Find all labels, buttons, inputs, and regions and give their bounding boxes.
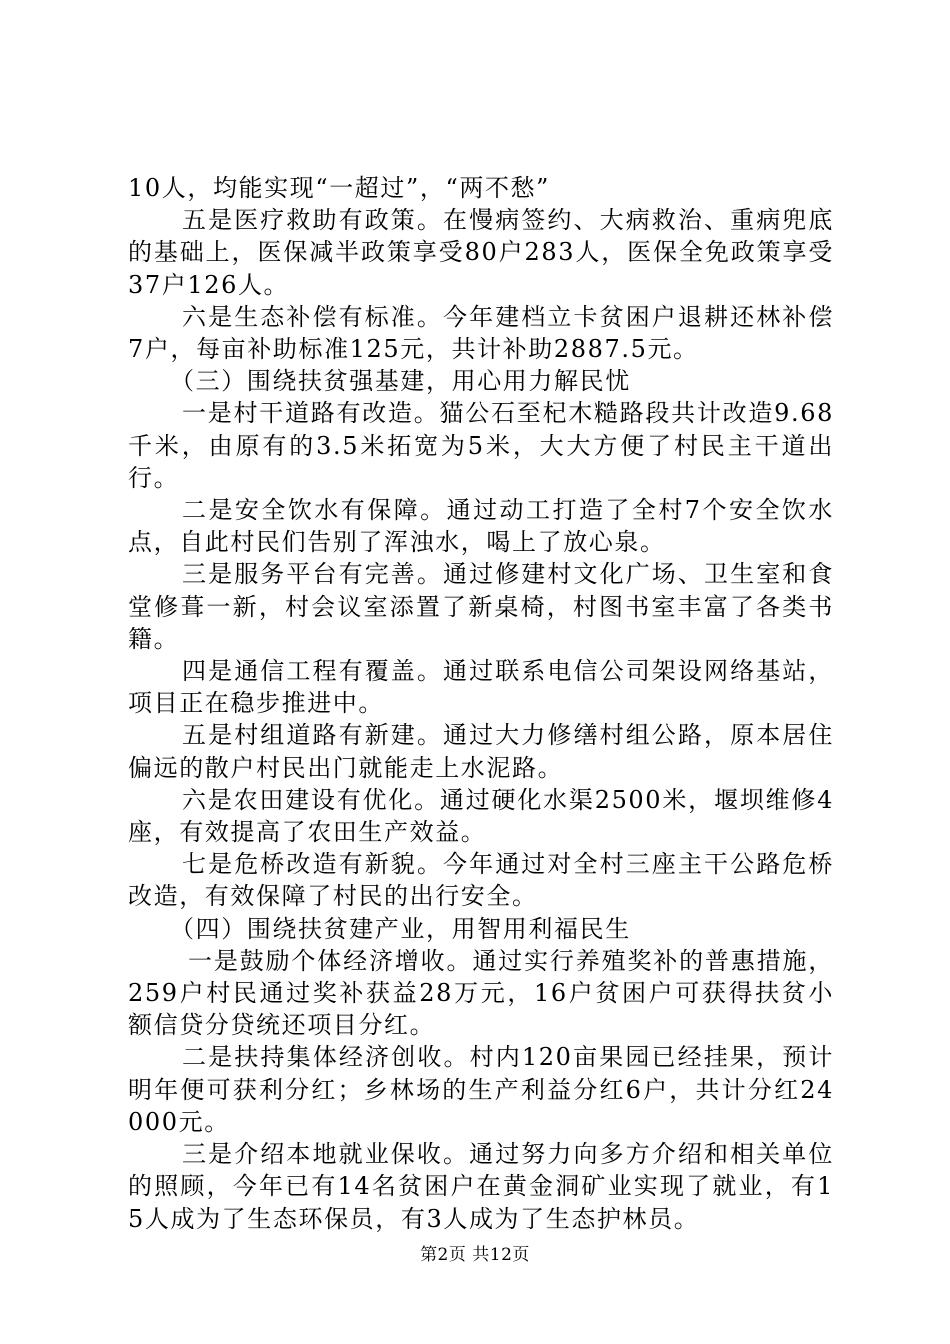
paragraph-road-renovation: 一是村干道路有改造。猫公石至杞木糙路段共计改造9.68千米，由原有的3.5米拓宽为5米，大大方便了村民主干道出行。 — [128, 399, 834, 492]
section-heading-industry: （四）围绕扶贫建产业，用智用利福民生 — [170, 914, 631, 943]
paragraph-communication: 四是通信工程有覆盖。通过联系电信公司架设网络基站，项目正在稳步推进中。 — [128, 657, 834, 718]
paragraph-village-roads: 五是村组道路有新建。通过大力修缮村组公路，原本居住偏远的散户村民出门就能走上水泥路。 — [128, 721, 834, 782]
page-footer: 第2页 共12页 — [420, 1245, 530, 1265]
paragraph-bridge-renovation: 七是危桥改造有新貌。今年通过对全村三座主干公路危桥改造，有效保障了村民的出行安全。 — [128, 850, 834, 911]
paragraph-collective-economy: 二是扶持集体经济创收。村内120亩果园已经挂果，预计明年便可获利分红；乡林场的生产利益分红6户，共计分红24000元。 — [128, 1043, 834, 1136]
paragraph-individual-economy: 一是鼓励个体经济增收。通过实行养殖奖补的普惠措施，259户村民通过奖补获益28万元，16户贫困户可获得扶贫小额信贷分贷统还项目分红。 — [128, 946, 834, 1040]
paragraph-ecological-compensation: 六是生态补偿有标准。今年建档立卡贫困户退耕还林补偿7户，每亩补助标准125元，共计补助2887.5元。 — [128, 302, 834, 364]
paragraph-farmland: 六是农田建设有优化。通过硬化水渠2500米，堰坝维修4座，有效提高了农田生产效益。 — [128, 785, 834, 847]
paragraph-local-employment: 三是介绍本地就业保收。通过努力向多方介绍和相关单位的照顾，今年已有14名贫困户在黄金洞矿业实现了就业，有15人成为了生态环保员，有3人成为了生态护林员。 — [128, 1140, 834, 1233]
paragraph-continuation: 10人，均能实现“一超过”，“两不愁” — [128, 174, 551, 202]
section-heading-infrastructure: （三）围绕扶贫强基建，用心用力解民忧 — [170, 367, 631, 396]
paragraph-safe-drinking-water: 二是安全饮水有保障。通过动工打造了全村7个安全饮水点，自此村民们告别了浑浊水，喝上了放心泉。 — [128, 496, 834, 557]
paragraph-service-platform: 三是服务平台有完善。通过修建村文化广场、卫生室和食堂修葺一新，村会议室添置了新桌椅，村图书室丰富了各类书籍。 — [128, 560, 834, 653]
paragraph-medical-aid: 五是医疗救助有政策。在慢病签约、大病救治、重病兜底的基础上，医保减半政策享受80户283人，医保全免政策享受37户126人。 — [128, 206, 834, 299]
document-body — [128, 172, 834, 1235]
